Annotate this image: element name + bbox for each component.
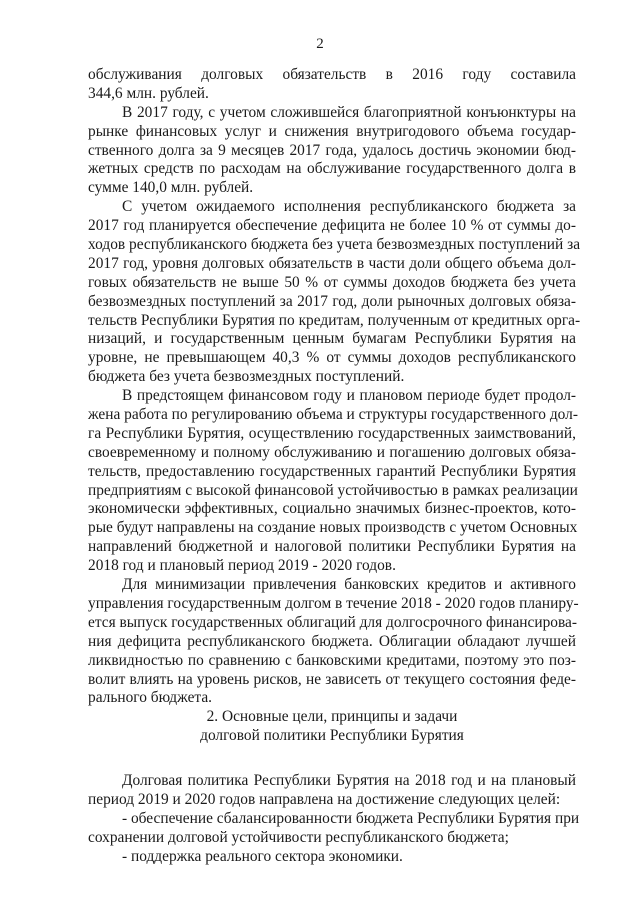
text-line: экономически эффективных, социально значимых бизнес-проектов, кото- — [88, 500, 576, 518]
paragraph — [88, 848, 576, 867]
document-body — [88, 66, 581, 708]
text-line: рального бюджета. — [88, 689, 212, 707]
paragraph — [88, 104, 576, 198]
text-line: рынке финансовых услуг и снижения внутригодового объема государ- — [88, 122, 576, 140]
paragraph — [88, 772, 576, 810]
text-line: Для минимизации привлечения банковских кредитов и активного — [122, 576, 576, 594]
text-line: сохранении долговой устойчивости республиканского бюджета; — [88, 828, 509, 846]
text-line: период 2019 и 2020 годов направлена на достижение следующих целей: — [88, 790, 561, 808]
text-line: В предстоящем финансовом году и плановом периоде будет продол- — [122, 387, 576, 405]
text-line: С учетом ожидаемого исполнения республиканского бюджета за — [122, 198, 576, 216]
paragraph — [88, 387, 576, 576]
text-line: - обеспечение сбалансированности бюджета Республики Бурятия при — [122, 809, 580, 827]
text-line: - поддержка реального сектора экономики. — [122, 847, 403, 865]
text-line: 344,6 млн. рублей. — [88, 84, 209, 102]
text-line: В 2017 году, с учетом сложившейся благоприятной конъюнктуры на — [122, 103, 576, 121]
text-line: 2018 год и плановый период 2019 - 2020 годов. — [88, 557, 396, 575]
text-line: своевременному и полному обслуживанию и погашению долговых обяза- — [88, 443, 576, 461]
text-line: предприятиям с высокой финансовой устойчивостью в рамках реализации — [88, 481, 578, 499]
section-heading-line-1: 2. Основные цели, принципы и задачи — [206, 708, 458, 725]
text-line: жетных средств по расходам на обслуживание государственного долга в — [88, 160, 576, 178]
text-line: 2017 год планируется обеспечение дефицита не более 10 % от суммы до- — [88, 217, 576, 235]
text-line: низаций, и государственным ценным бумагам Республики Бурятия на — [88, 330, 576, 348]
section-body — [88, 772, 580, 866]
text-line: жена работа по регулированию объема и структуры государственного дол- — [88, 406, 578, 424]
text-line: ликвидностью по сравнению с банковскими кредитами, поэтому это поз- — [88, 651, 576, 669]
text-line: Долговая политика Республики Бурятия на 2018 год и на плановый — [122, 772, 576, 789]
text-line: ется выпуск государственных облигаций для долгосрочного финансирова- — [88, 613, 578, 631]
text-line: волит влиять на уровень рисков, не зависеть от текущего состояния феде- — [88, 670, 576, 688]
section-heading-line-2: долговой политики Республики Бурятия — [200, 727, 464, 744]
text-line: га Республики Бурятия, осуществлению государственных заимствований, — [88, 424, 576, 442]
text-line: говых обязательств не выше 50 % от суммы доходов бюджета без учета — [88, 273, 576, 291]
text-line: ния дефицита республиканского бюджета. Облигации обладают лучшей — [88, 632, 576, 650]
text-line: сумме 140,0 млн. рублей. — [88, 179, 254, 197]
text-line: обслуживания долговых обязательств в 2016 году составила — [88, 66, 576, 83]
text-line: рые будут направлены на создание новых производств с учетом Основных — [88, 519, 578, 537]
paragraph — [88, 809, 580, 848]
paragraph — [88, 576, 579, 708]
text-line: управления государственным долгом в течение 2018 - 2020 годов планиру- — [88, 594, 579, 612]
page-number: 2 — [316, 36, 324, 52]
text-line: тельств Республики Бурятия по кредитам, полученным от кредитных орга- — [88, 311, 581, 329]
text-line: уровне, не превышающем 40,3 % от суммы доходов республиканского — [88, 349, 576, 367]
text-line: 2017 год, уровня долговых обязательств в части доли общего объема дол- — [88, 254, 576, 272]
text-line: тельств, предоставлению государственных гарантий Республики Бурятия — [88, 462, 576, 480]
text-line: ходов республиканского бюджета без учета безвозмездных поступлений за — [88, 236, 581, 254]
text-line: ственного долга за 9 месяцев 2017 года, удалось достичь экономии бюд- — [88, 141, 576, 159]
text-line: безвозмездных поступлений за 2017 год, доли рыночных долговых обяза- — [88, 292, 576, 310]
paragraph — [88, 66, 576, 104]
paragraph — [88, 198, 581, 387]
text-line: направлений бюджетной и налоговой политики Республики Бурятия на — [88, 538, 576, 556]
text-line: бюджета без учета безвозмездных поступлений. — [88, 368, 405, 386]
section-heading — [88, 707, 576, 745]
